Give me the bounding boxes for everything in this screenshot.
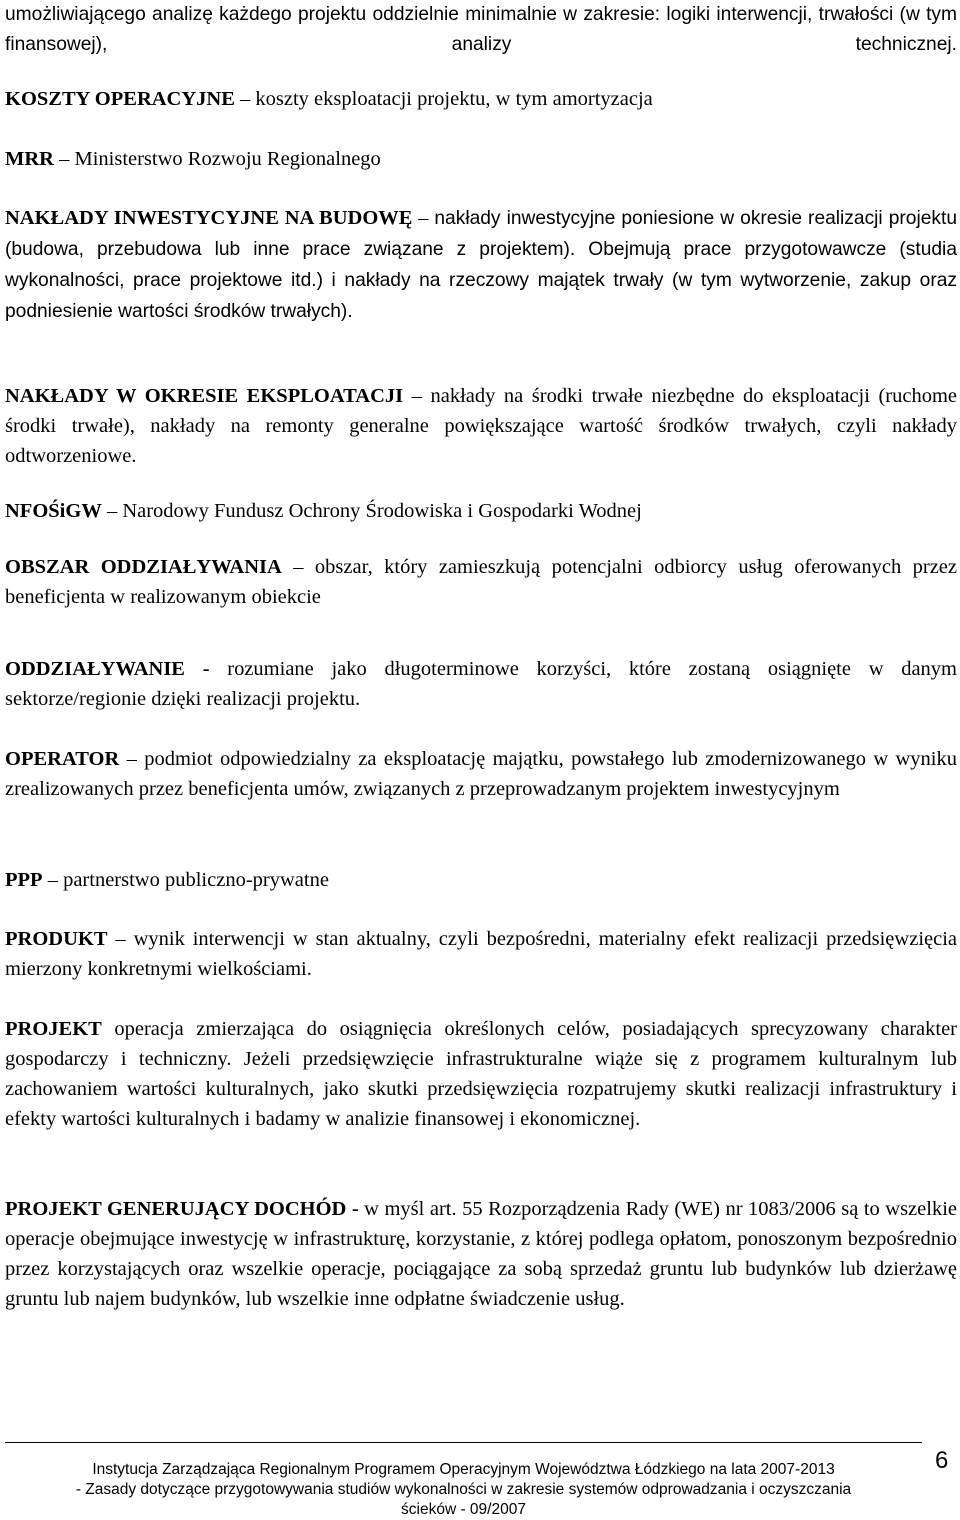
separator: – (107, 928, 134, 950)
term: NAKŁADY W OKRESIE EKSPLOATACJI (5, 385, 404, 407)
term: PRODUKT (5, 928, 108, 950)
page-number: 6 (935, 1447, 949, 1474)
glossary-entry-koszty-operacyjne (5, 84, 957, 114)
definition: w myśl art. 55 Rozporządzenia Rady (WE) nr 1083/2006 są to wszelkie operacje obejmujące inwestycję w infrastrukturę, korzystanie, z której podlega opłatom, ponoszonym bezpośrednio przez korzystających oraz wszelkie operacje, pociągające za sobą sprzedaż gruntu lub budynków lub dzierżawę gruntu lub najem budynków, lub wszelkie inne odpłatne świadczenie usług. (5, 1198, 957, 1310)
footer-divider (5, 1442, 922, 1443)
glossary-entry-naklady-eksploatacja (5, 381, 957, 471)
glossary-entry-nfosigw (5, 496, 957, 526)
term: NAKŁADY INWESTYCYJNE NA BUDOWĘ (5, 207, 413, 229)
separator: – (42, 869, 64, 891)
separator: – (403, 385, 431, 407)
intro-text: umożliwiającego analizę każdego projektu oddzielnie minimalnie w zakresie: logiki interwencji, trwałości (w tym finansowej), analizy technicznej. (5, 4, 957, 55)
term: OPERATOR (5, 748, 120, 770)
definition: operacja zmierzająca do osiągnięcia określonych celów, posiadających sprecyzowany charakter gospodarczy i techniczny. Jeżeli przedsięwzięcie infrastrukturalne wiąże się z programem kulturalnym lub zachowaniem wartości kulturalnych, jako skutki przedsięwzięcia rozpatrujemy skutki realizacji infrastruktury i efekty wartości kulturalnych i badamy w analizie finansowej i ekonomicznej. (5, 1018, 957, 1130)
page-footer (5, 1460, 922, 1520)
definition: Narodowy Fundusz Ochrony Środowiska i Gospodarki Wodnej (122, 500, 642, 522)
definition: Ministerstwo Rozwoju Regionalnego (74, 148, 381, 170)
glossary-entry-naklady-inwestycyjne (5, 203, 957, 327)
footer-line-institution: Instytucja Zarządzająca Regionalnym Programem Operacyjnym Województwa Łódzkiego na lata 2007-2013 (92, 1461, 835, 1478)
intro-paragraph (5, 0, 957, 60)
definition: koszty eksploatacji projektu, w tym amortyzacja (255, 88, 653, 110)
separator: – (119, 748, 145, 770)
separator: – (412, 207, 435, 229)
term: NFOŚiGW (5, 500, 102, 522)
definition: nakłady na środki trwałe niezbędne do eksploatacji (ruchome środki trwałe), nakłady na remonty generalne powiększające wartość środków trwałych, czyli nakłady odtworzeniowe. (5, 385, 958, 467)
term: PROJEKT GENERUJĄCY DOCHÓD - (5, 1198, 359, 1220)
definition: rozumiane jako długoterminowe korzyści, które zostaną osiągnięte w danym sektorze/regionie dzięki realizacji projektu. (5, 658, 958, 710)
separator: – (101, 500, 123, 522)
separator: – (53, 148, 75, 170)
separator (102, 1018, 115, 1040)
footer-line-title: - Zasady dotyczące przygotowywania studiów wykonalności w zakresie systemów odprowadzania i oczyszczania (75, 1481, 852, 1498)
definition: podmiot odpowiedzialny za eksploatację majątku, powstałego lub zmodernizowanego w wyniku zrealizowanych przez beneficjenta umów, związanych z przeprowadzanym projektem inwestycyjnym (5, 748, 957, 800)
glossary-entry-oddzialywanie (5, 654, 957, 714)
glossary-entry-ppp (5, 865, 957, 895)
definition: wynik interwencji w stan aktualny, czyli bezpośredni, materialny efekt realizacji przedsięwzięcia mierzony konkretnymi wielkościami. (5, 928, 958, 980)
definition: partnerstwo publiczno-prywatne (63, 869, 329, 891)
glossary-entry-operator (5, 744, 957, 804)
term: PPP (5, 869, 43, 891)
term: MRR (5, 148, 54, 170)
term: KOSZTY OPERACYJNE (5, 88, 235, 110)
glossary-entry-mrr (5, 144, 957, 174)
glossary-entry-projekt-generujacy-dochod (5, 1194, 957, 1314)
footer-line-date: ścieków - 09/2007 (401, 1501, 526, 1518)
definition: nakłady inwestycyjne poniesione w okresie realizacji projektu (budowa, przebudowa lub inne prace związane z projektem). Obejmują prace przygotowawcze (studia wykonalności, prace projektowe itd.) i nakłady na rzeczowy majątek trwały (w tym wytworzenie, zakup oraz podniesienie wartości środków trwałych). (5, 208, 958, 322)
separator: – (234, 88, 256, 110)
separator: – (281, 556, 315, 578)
term: PROJEKT (5, 1018, 102, 1040)
definition: obszar, który zamieszkują potencjalni odbiorcy usług oferowanych przez beneficjenta w realizowanym obiekcie (5, 556, 957, 608)
term: ODDZIAŁYWANIE - (5, 658, 210, 680)
glossary-entry-produkt (5, 924, 957, 984)
glossary-entry-obszar-oddzialywania (5, 552, 957, 612)
glossary-entry-projekt (5, 1014, 957, 1134)
term: OBSZAR ODDZIAŁYWANIA (5, 556, 282, 578)
separator (210, 658, 228, 680)
